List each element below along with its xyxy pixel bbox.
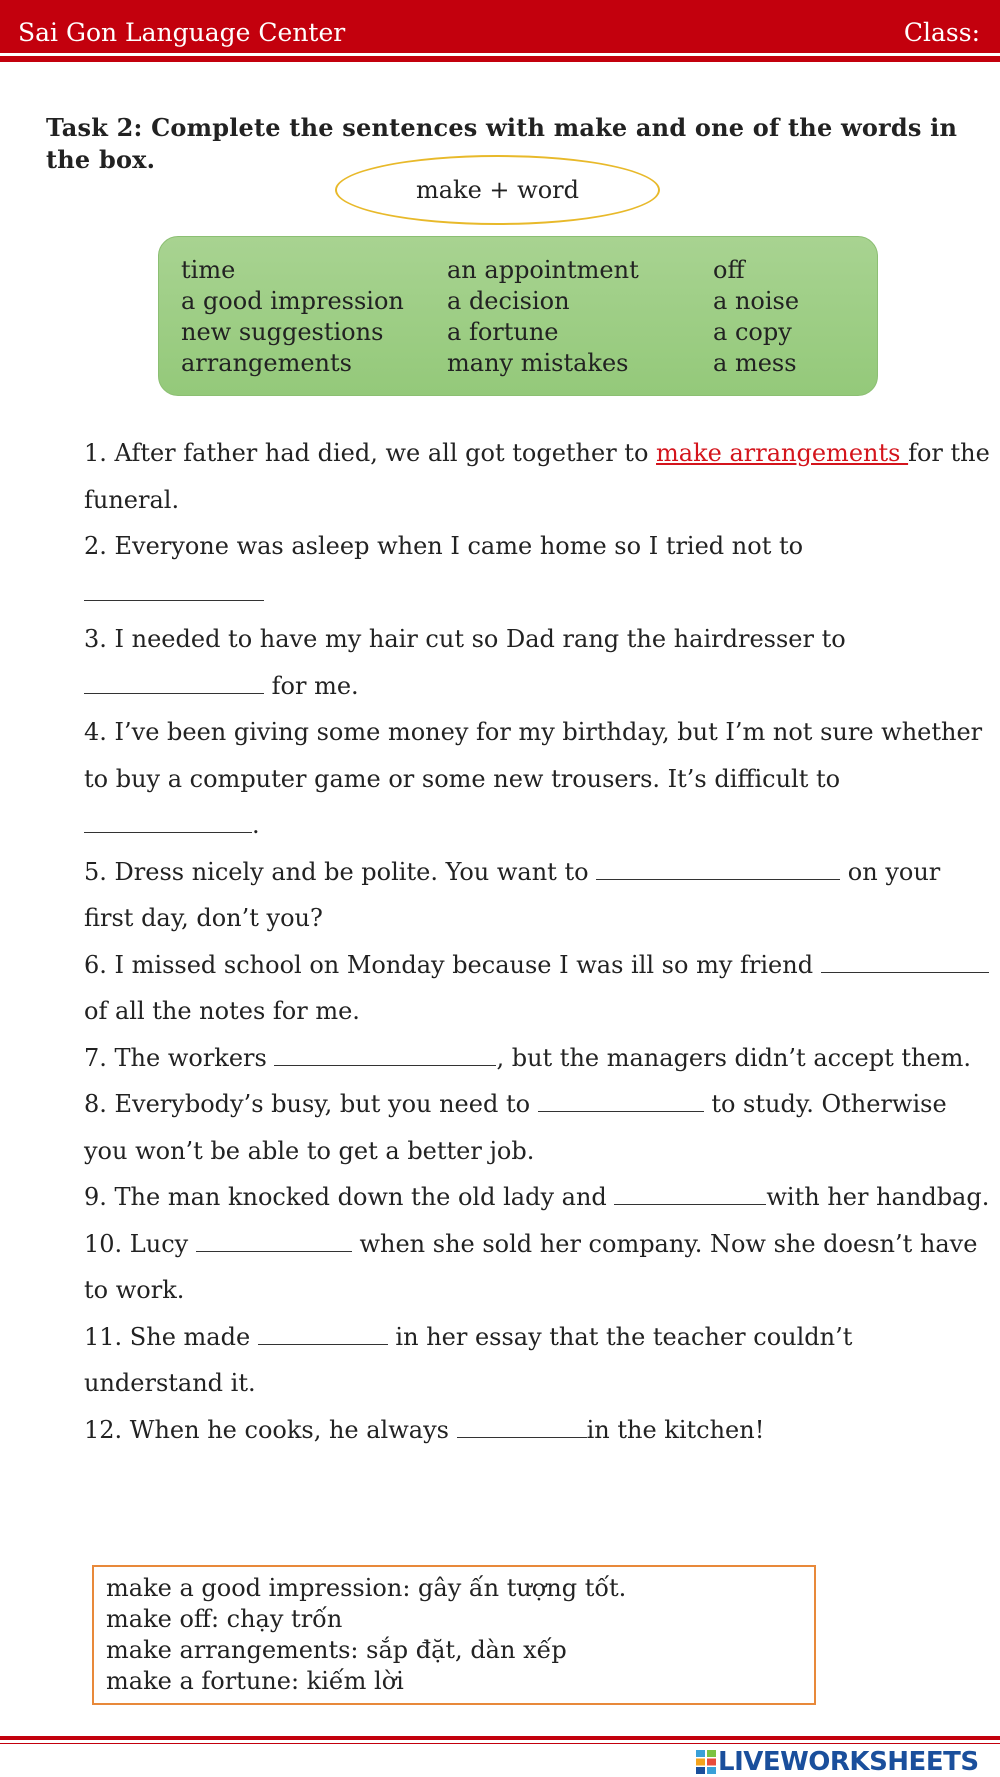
question-text: for the funeral. [84, 439, 990, 514]
word-item: arrangements [181, 349, 352, 377]
answer-blank-5[interactable] [596, 857, 840, 880]
word-item: a fortune [447, 318, 559, 346]
question-text: . [252, 811, 260, 839]
question-text: of all the notes for me. [84, 997, 360, 1025]
answer-blank-2[interactable] [84, 578, 264, 601]
word-column-2 [447, 255, 639, 379]
liveworksheets-logo [696, 1748, 979, 1776]
question-text: to study. Otherwise you won’t be able to get a better job. [84, 1090, 947, 1165]
liveworksheets-logo-icon [696, 1750, 716, 1774]
question-7 [84, 1035, 990, 1082]
header-bar [0, 0, 1000, 62]
question-text: 7. The workers [84, 1043, 275, 1072]
question-3 [84, 616, 990, 709]
answer-blank-3[interactable] [84, 671, 264, 694]
question-text: on your first day, don’t you? [84, 857, 941, 932]
answer-blank-9[interactable] [614, 1182, 766, 1205]
question-2 [84, 523, 990, 616]
word-item: a decision [447, 287, 570, 315]
header-stripe [0, 53, 1000, 56]
word-item: a copy [713, 318, 792, 346]
word-item: many mistakes [447, 349, 629, 377]
answer-blank-8[interactable] [538, 1089, 704, 1112]
footer-divider [0, 1736, 1000, 1740]
question-4 [84, 709, 990, 849]
question-text: 12. When he cooks, he always [84, 1415, 457, 1444]
question-text: 11. She made [84, 1322, 258, 1351]
footer-divider-thin [0, 1743, 1000, 1744]
question-text: for me. [264, 671, 359, 700]
question-5 [84, 849, 990, 942]
question-text: with her handbag. [766, 1183, 990, 1211]
note-item: make a fortune: kiếm lời [106, 1667, 404, 1695]
class-label: Class: [903, 18, 980, 47]
word-column-3 [713, 255, 799, 379]
question-text: in the kitchen! [586, 1415, 765, 1444]
question-text: in her essay that the teacher couldn’t understand it. [84, 1322, 853, 1397]
answer-blank-11[interactable] [258, 1322, 388, 1345]
word-item: an appointment [447, 256, 639, 284]
oval-label: make + word [415, 176, 579, 204]
question-6 [84, 942, 990, 1035]
answer-blank-7[interactable] [274, 1043, 496, 1066]
vocabulary-notes-box [92, 1565, 816, 1705]
question-1 [84, 430, 990, 523]
word-item: a noise [713, 287, 800, 315]
word-item: time [181, 256, 236, 284]
center-name: Sai Gon Language Center [18, 18, 346, 47]
question-text: , but the managers didn’t accept them. [496, 1043, 972, 1072]
note-item: make arrangements: sắp đặt, dàn xếp [106, 1636, 567, 1664]
word-box [158, 236, 878, 396]
answer-1: make arrangements [656, 439, 909, 467]
answer-blank-12[interactable] [457, 1415, 587, 1438]
word-item: a mess [713, 349, 797, 377]
word-item: a good impression [181, 287, 404, 315]
make-word-oval [335, 155, 660, 225]
question-text: 8. Everybody’s busy, but you need to [84, 1090, 538, 1118]
word-column-1 [181, 255, 404, 379]
question-text: 1. After father had died, we all got together to [84, 439, 657, 467]
word-item: new suggestions [181, 318, 384, 346]
logo-text: LIVEWORKSHEETS [718, 1747, 979, 1777]
answer-blank-10[interactable] [196, 1229, 352, 1252]
question-list [84, 430, 990, 1453]
task-title: Task 2: Complete the sentences with make and one of the words in the box. [46, 113, 958, 174]
question-9 [84, 1174, 990, 1221]
note-item: make off: chạy trốn [106, 1605, 343, 1633]
question-text: 10. Lucy [84, 1229, 196, 1258]
question-text: 3. I needed to have my hair cut so Dad rang the hairdresser to [84, 625, 846, 653]
question-11 [84, 1314, 990, 1407]
word-item: off [713, 256, 745, 284]
note-item: make a good impression: gây ấn tượng tốt. [106, 1574, 627, 1602]
question-text: 5. Dress nicely and be polite. You want to [84, 857, 597, 886]
question-10 [84, 1221, 990, 1314]
answer-blank-4[interactable] [84, 810, 252, 833]
question-8 [84, 1081, 990, 1174]
question-12 [84, 1407, 990, 1454]
question-text: 4. I’ve been giving some money for my birthday, but I’m not sure whether to buy a computer game or some new trousers. It’s difficult to [84, 718, 983, 793]
question-text: 2. Everyone was asleep when I came home so I tried not to [84, 532, 804, 560]
question-text: 9. The man knocked down the old lady and [84, 1183, 615, 1211]
answer-blank-6[interactable] [821, 950, 989, 973]
question-text: when she sold her company. Now she doesn’t have to work. [84, 1229, 978, 1304]
question-text: 6. I missed school on Monday because I was ill so my friend [84, 950, 821, 979]
